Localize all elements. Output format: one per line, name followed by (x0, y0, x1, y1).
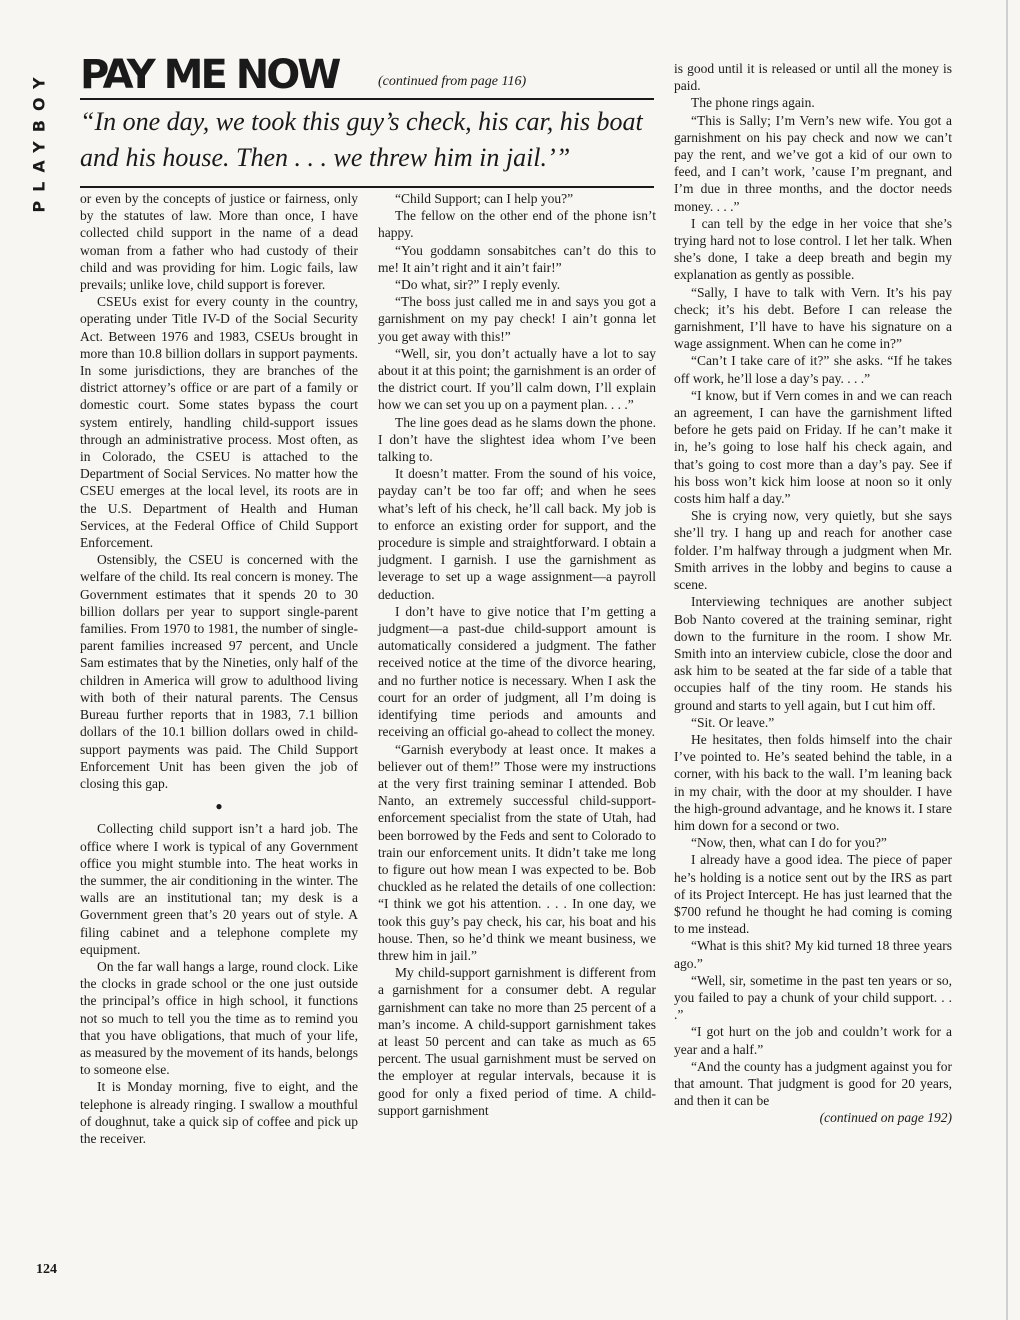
paragraph: “I know, but if Vern comes in and we can reach an agreement, I can have the garnishment lifted before he gets paid on Friday. If he can’t make it in, he’s going to lose half his check again, and that’s going to cost more than a day’s pay. See if his boss won’t kick him loose at noon so it only costs him half a day.” (674, 387, 952, 507)
paragraph: The line goes dead as he slams down the phone. I don’t have the slightest idea whom I’ve been talking to. (378, 414, 656, 465)
text-column-2 (378, 190, 656, 1290)
article-title: PAY ME NOW (80, 52, 339, 98)
paragraph: It is Monday morning, five to eight, and the telephone is already ringing. I swallow a mouthful of doughnut, take a quick sip of coffee and pick up the receiver. (80, 1079, 358, 1146)
magazine-name: PLAYBOY (29, 67, 49, 213)
paragraph: I can tell by the edge in her voice that she’s trying hard not to lose control. I let her talk. When she’s done, I take a deep breath and begin my explanation as gently as possible. (674, 215, 952, 283)
paragraph: “Garnish everybody at least once. It makes a believer out of them!” Those were my instructions at the very first training seminar I attended. Bob Nanto, an extremely successful child-support-enforcement specialist from the state of Utah, had been borrowed by the Feds and sent to Colorado to train our enforcement units. It didn’t take me long to figure out how mean I was expected to be. Bob chuckled as he related the details of one collection: “I think we got his attention. . . . In one day, we took this guy’s pay check, his car, his boat and his house. Then, so he’d think we meant business, we threw him in jail.” (378, 741, 656, 963)
paragraph: “Sit. Or leave.” (691, 714, 775, 730)
paragraph: “What is this shit? My kid turned 18 three years ago.” (674, 938, 952, 971)
paragraph: “Sally, I have to talk with Vern. It’s his pay check; it’s his debt. Before I can release the garnishment, I’ll have to have his signature on a wage assignment. When can he come in?” (674, 284, 952, 352)
paragraph: My child-support garnishment is different from a garnishment for a consumer debt. A regular garnishment can take no more than 25 percent of a man’s income. A child-support garnishment takes at least 50 percent and can take as much as 65 percent. The usual garnishment must be served on the employer at regular intervals, because it is good for only a fixed period of time. A child-support garnishment (378, 965, 656, 1118)
paragraph: The fellow on the other end of the phone isn’t happy. (378, 208, 656, 241)
paragraph: On the far wall hangs a large, round clock. Like the clocks in grade school or the one just outside the principal’s office in high school, it functions not so much to tell you the time as to remind you that you have obligations, that much of your life, as measured by the movement of its hands, belongs to someone else. (80, 958, 358, 1078)
paragraph: I don’t have to give notice that I’m getting a judgment—a past-due child-support amount is automatically considered a judgment. The father received notice at the time of the divorce hearing, and no further notice is necessary. When I ask the court for an order of judgment, all I’m doing is identifying time periods and amounts and receiving an official go-ahead to collect the money. (378, 603, 656, 740)
text-column-1 (80, 190, 358, 1280)
paragraph: Interviewing techniques are another subject Bob Nanto covered at the training seminar, right down to the furniture in the room. I show Mr. Smith into an interview cubicle, close the door and ask him to be seated at the far side of a table that occupies half of the tiny room. He stands his ground and starts to yell again, but I cut him off. (674, 594, 952, 713)
paragraph: “Child Support; can I help you?” (395, 191, 574, 206)
pull-quote-top-rule (80, 98, 654, 100)
text-column-3 (674, 60, 952, 1300)
paragraph: The phone rings again. (691, 95, 815, 111)
page-number: 124 (36, 1262, 57, 1277)
paragraph: It doesn’t matter. From the sound of his voice, payday can’t be too far off; and when he sees what’s left of his check, he’ll call back. My job is to enforce an existing order for support, and the procedure is simple and straightforward. I obtain a judgment. I garnish. I use the garnishment as leverage to set up a wage assignment—a payroll deduction. (378, 466, 656, 602)
pull-quote: “In one day, we took this guy’s check, his car, his boat and his house. Then . . . we threw him in jail.’” (80, 107, 643, 172)
paragraph: He hesitates, then folds himself into the chair I’ve pointed to. He’s seated behind the table, in a corner, with his back to the wall. I’m leaning back in my chair, with the door at my shoulder. I have the high-ground advantage, and he knows it. I stare him down for a second or two. (674, 731, 952, 833)
paragraph: Ostensibly, the CSEU is concerned with the welfare of the child. Its real concern is money. The Government estimates that it spends 20 to 30 billion dollars per year to support single-parent families. From 1970 to 1981, the number of single-parent families increased 97 percent, and Uncle Sam estimates that by the Nineties, only half of the children in America will grow to adulthood living with both of their natural parents. The Census Bureau further reports that in 1983, 7.1 billion dollars of the 10.1 billion dollars owed in child-support payments was paid. The Child Support Enforcement Unit has been given the job of closing this gap. (80, 552, 358, 791)
paragraph: I already have a good idea. The piece of paper he’s holding is a notice sent out by the IRS as part of its Project Intercept. He has just learned that the $700 refund he thought he had coming is coming to me instead. (674, 852, 952, 937)
paragraph: “I got hurt on the job and couldn’t work for a year and a half.” (674, 1024, 952, 1057)
section-divider: ● (215, 799, 223, 814)
paragraph: She is crying now, very quietly, but she says she’ll try. I hang up and reach for another case folder. I’m halfway through a judgment when Mr. Smith arrives in the lobby and begins to cause a scene. (674, 508, 952, 593)
paragraph: “This is Sally; I’m Vern’s new wife. You got a garnishment on his pay check and now we can’t pay the rent, and we’ve got a kid of our own to feed, and I can’t work, ’cause I’m pregnant, and I’m due in three months, and the doctor needs money. . . .” (674, 112, 952, 214)
paragraph: “Can’t I take care of it?” she asks. “If he takes off work, he’ll lose a day’s pay. . . .” (674, 353, 952, 386)
continued-on-note: (continued on page 192) (819, 1110, 952, 1126)
paragraph: “Well, sir, sometime in the past ten years or so, you failed to pay a chunk of your child support. . . .” (674, 972, 952, 1023)
continued-from-note: (continued from page 116) (378, 74, 527, 89)
paragraph: “The boss just called me in and says you got a garnishment on my pay check! I ain’t gonna let you get away with this!” (378, 294, 656, 344)
paragraph: “Now, then, what can I do for you?” (691, 835, 887, 851)
paragraph: CSEUs exist for every county in the country, operating under Title IV-D of the Social Security Act. Between 1976 and 1983, CSEUs brought in more than 10.8 billion dollars in support payments. In some jurisdictions, they are branches of the district attorney’s office or are part of a family or domestic court. Some states bypass the court system entirely, handling child-support issues through an administrative process. Most often, as in Colorado, the CSEU is attached to the Department of Social Services. No matter how the CSEU emerges at the local level, its roots are in the U.S. Department of Health and Human Services, at the Federal Office of Child Support Enforcement. (80, 294, 358, 551)
paragraph: “And the county has a judgment against you for that amount. That judgment is good for 20 years, and then it can be (674, 1058, 952, 1109)
paragraph: is good until it is released or until all the money is paid. (674, 61, 952, 94)
paragraph: “You goddamn sonsabitches can’t do this to me! It ain’t right and it ain’t fair!” (378, 242, 656, 275)
page-edge-rule (1006, 0, 1008, 1320)
paragraph: or even by the concepts of justice or fairness, only by the statutes of law. More than once, I have collected child support in the name of a dead woman from a father who had custody of their child and was providing for him. Logic fails, law prevails; unlike love, child support is forever. (80, 191, 358, 293)
pull-quote-bottom-rule (80, 186, 654, 188)
paragraph: “Do what, sir?” I reply evenly. (395, 277, 561, 293)
paragraph: Collecting child support isn’t a hard job. The office where I work is typical of any Government office you might stumble into. The heat works in the summer, the air conditioning in the winter. The walls are an institutional tan; my desk is a Government green that’s 20 years out of style. A filing cabinet and a telephone complete my equipment. (80, 821, 358, 957)
magazine-spine-label (26, 55, 52, 225)
paragraph: “Well, sir, you don’t actually have a lot to say about it at this point; the garnishment is an order of the district court. If you’ll calm down, I’ll explain how we can set you up on a payment plan. . . .” (378, 345, 656, 413)
